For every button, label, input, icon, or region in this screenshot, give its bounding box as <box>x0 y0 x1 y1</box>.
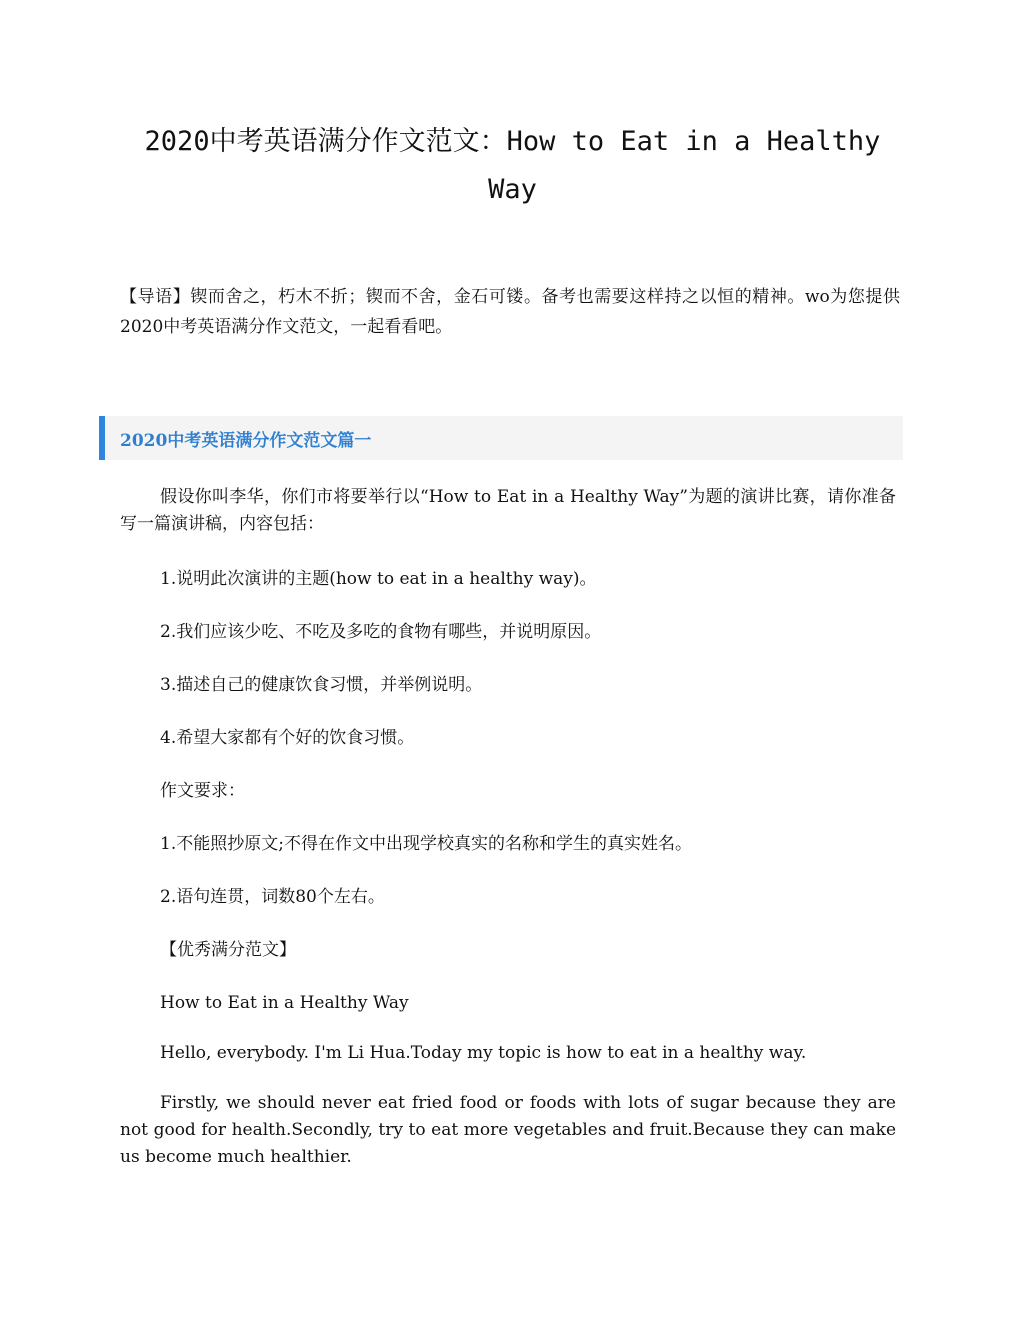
writing-rule-1: 1.不能照抄原文;不得在作文中出现学校真实的名称和学生的真实姓名。 <box>160 834 692 854</box>
writing-rule-2: 2.语句连贯，词数80个左右。 <box>160 887 385 907</box>
requirement-item-3: 3.描述自己的健康饮食习惯，并举例说明。 <box>160 675 483 695</box>
requirement-item-4: 4.希望大家都有个好的饮食习惯。 <box>160 728 415 748</box>
prompt-paragraph: 假设你叫李华，你们市将要举行以“How to Eat in a Healthy Way”为题的演讲比赛，请你准备写一篇演讲稿，内容包括： <box>120 487 896 534</box>
sample-essay-label: 【优秀满分范文】 <box>160 940 296 960</box>
section-header <box>99 416 903 460</box>
requirement-item-1: 1.说明此次演讲的主题(how to eat in a healthy way)。 <box>160 569 597 589</box>
essay-title: How to Eat in a Healthy Way <box>160 993 409 1013</box>
essay-paragraph-1: Hello, everybody. I'm Li Hua.Today my topic is how to eat in a healthy way. <box>160 1043 807 1063</box>
section-heading: 2020中考英语满分作文范文篇一 <box>120 431 372 451</box>
document-title: 2020中考英语满分作文范文：How to Eat in a Healthy Way <box>144 126 881 205</box>
intro-paragraph: 【导语】锲而舍之，朽木不折；锲而不舍，金石可镂。备考也需要这样持之以恒的精神。wo为您提供2020中考英语满分作文范文，一起看看吧。 <box>120 287 900 337</box>
writing-requirements-label: 作文要求： <box>160 781 245 801</box>
essay-paragraph-2: Firstly, we should never eat fried food or foods with lots of sugar because they are not good for health.Secondly, try to eat more vegetables and fruit.Because they can make us become much healthier. <box>120 1093 896 1167</box>
requirement-item-2: 2.我们应该少吃、不吃及多吃的食物有哪些，并说明原因。 <box>160 622 602 642</box>
